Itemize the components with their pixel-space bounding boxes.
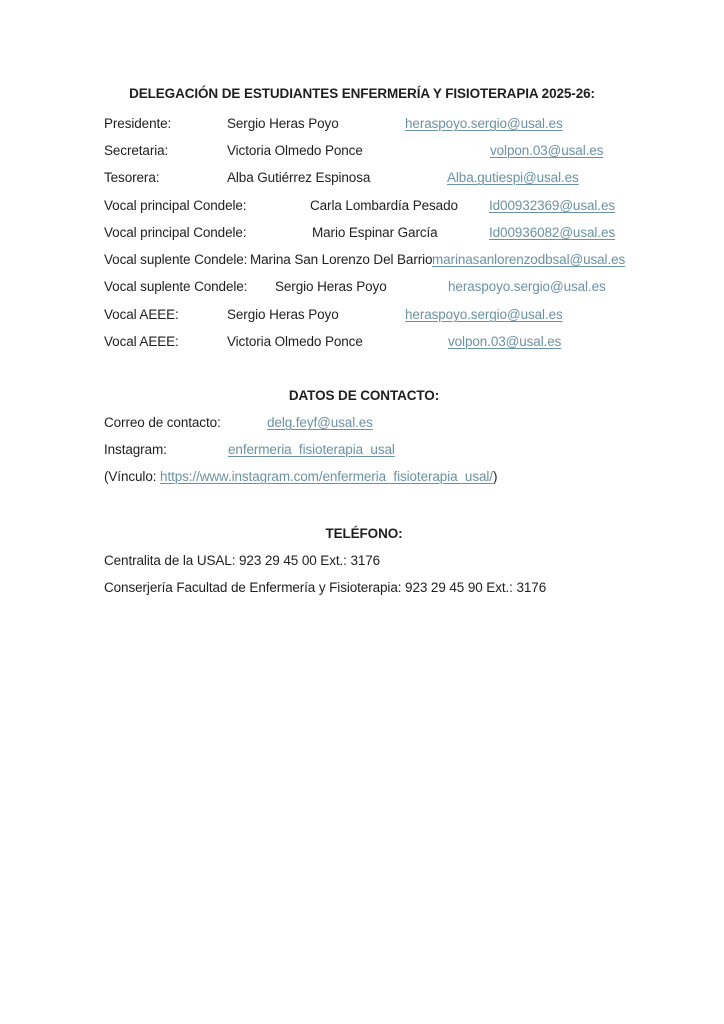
role-label: Vocal suplente Condele:: [104, 279, 248, 294]
role-label: Tesorera:: [104, 170, 160, 185]
contact-section-heading: DATOS DE CONTACTO:: [288, 388, 440, 403]
instagram-url-link[interactable]: https://www.instagram.com/enfermeria_fisioterapia_usal/: [160, 469, 493, 484]
role-label: Vocal principal Condele:: [104, 198, 247, 213]
delegation-row: [104, 306, 624, 324]
role-label: Vocal AEEE:: [104, 307, 179, 322]
member-email-link[interactable]: heraspoyo.sergio@usal.es: [405, 116, 563, 131]
member-email-link[interactable]: marinasanlorenzodbsal@usal.es: [432, 252, 626, 267]
contact-instagram-label: Instagram:: [104, 442, 167, 457]
member-name: Alba Gutiérrez Espinosa: [227, 170, 371, 185]
member-name: Sergio Heras Poyo: [227, 116, 339, 131]
delegation-row: [104, 115, 624, 133]
member-name: Sergio Heras Poyo: [275, 279, 387, 294]
member-email-link[interactable]: heraspoyo.sergio@usal.es: [405, 307, 563, 322]
member-email-link[interactable]: volpon.03@usal.es: [448, 334, 562, 349]
contact-email-label: Correo de contacto:: [104, 415, 221, 430]
page-title: DELEGACIÓN DE ESTUDIANTES ENFERMERÍA Y FISIOTERAPIA 2025-26:: [129, 86, 595, 101]
instagram-url-suffix: ): [492, 469, 498, 484]
delegation-row: [104, 142, 624, 160]
delegation-row: [104, 224, 624, 242]
member-email-link[interactable]: heraspoyo.sergio@usal.es: [448, 279, 606, 294]
contact-email-row: [104, 414, 624, 432]
role-label: Vocal principal Condele:: [104, 225, 247, 240]
delegation-row: [104, 278, 624, 296]
delegation-row: [104, 169, 624, 187]
member-name: Marina San Lorenzo Del Barrio: [250, 252, 433, 267]
contact-instagram-row: [104, 441, 624, 459]
contact-email-link[interactable]: delg.feyf@usal.es: [267, 415, 373, 430]
role-label: Secretaria:: [104, 143, 169, 158]
member-name: Sergio Heras Poyo: [227, 307, 339, 322]
member-name: Carla Lombardía Pesado: [310, 198, 458, 213]
phone-line-centralita: Centralita de la USAL: 923 29 45 00 Ext.: 3176: [104, 553, 381, 568]
role-label: Vocal AEEE:: [104, 334, 179, 349]
member-name: Victoria Olmedo Ponce: [227, 143, 363, 158]
role-label: Presidente:: [104, 116, 172, 131]
role-label: Vocal suplente Condele:: [104, 252, 248, 267]
member-name: Mario Espinar García: [312, 225, 438, 240]
phone-line-conserjeria: Conserjería Facultad de Enfermería y Fisioterapia: 923 29 45 90 Ext.: 3176: [104, 580, 547, 595]
instagram-url-prefix: (Vínculo:: [104, 469, 161, 484]
member-name: Victoria Olmedo Ponce: [227, 334, 363, 349]
contact-instagram-link[interactable]: enfermeria_fisioterapia_usal: [228, 442, 395, 457]
delegation-row: [104, 251, 624, 269]
delegation-row: [104, 333, 624, 351]
delegation-row: [104, 197, 624, 215]
member-email-link[interactable]: Alba.gutiespi@usal.es: [447, 170, 579, 185]
member-email-link[interactable]: volpon.03@usal.es: [490, 143, 604, 158]
instagram-url-line: [104, 469, 624, 484]
member-email-link[interactable]: Id00932369@usal.es: [489, 198, 616, 213]
phone-section-heading: TELÉFONO:: [325, 526, 403, 541]
member-email-link[interactable]: Id00936082@usal.es: [489, 225, 616, 240]
